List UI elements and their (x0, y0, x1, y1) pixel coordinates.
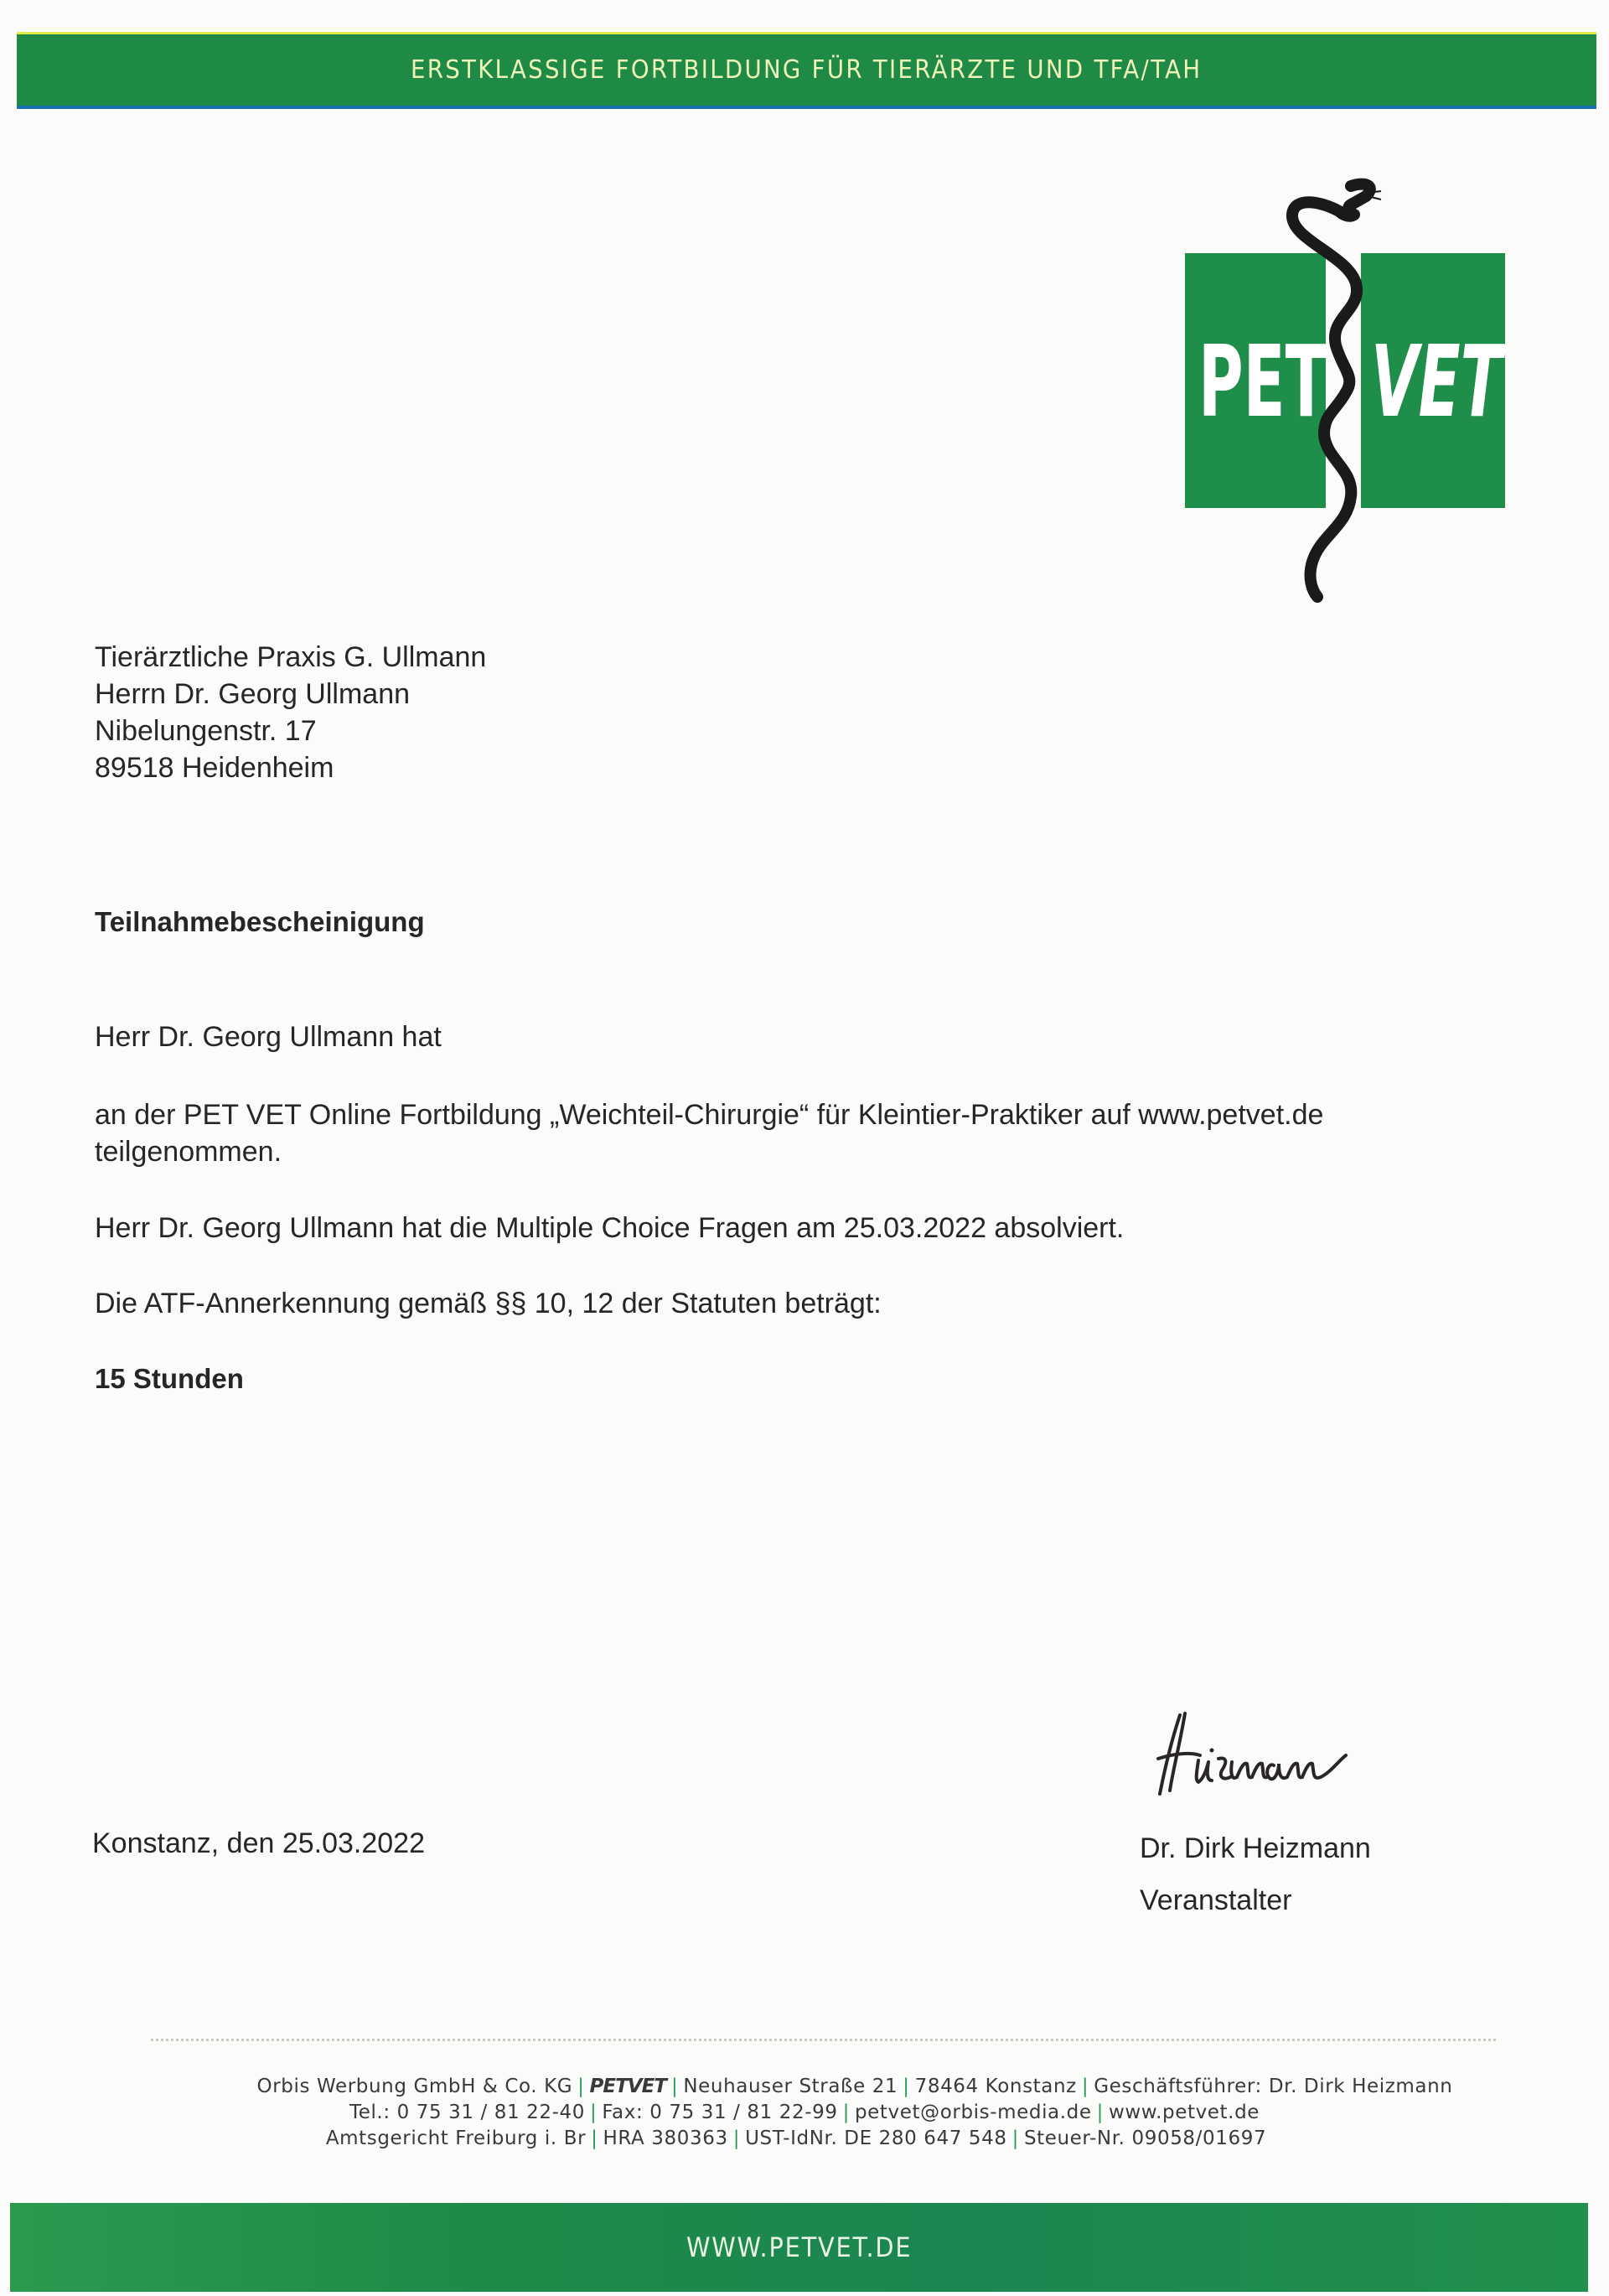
logo-word-vet: VET (1371, 324, 1503, 439)
signer-role: Veranstalter (1140, 1884, 1292, 1916)
document-title: Teilnahmebescheinigung (95, 906, 425, 937)
signature-icon (1148, 1710, 1366, 1802)
company-street: Neuhauser Straße 21 (683, 2076, 898, 2097)
footer-brand: PETVET (589, 2076, 667, 2097)
body-paragraph: Herr Dr. Georg Ullmann hat (95, 1021, 442, 1053)
tax-number: Steuer-Nr. 09058/01697 (1023, 2128, 1267, 2149)
company-name: Orbis Werbung GmbH & Co. KG (256, 2076, 573, 2097)
footer-website: WWW.PETVET.DE (686, 2231, 913, 2263)
logo-word-pet: PET (1198, 324, 1327, 439)
aesculapian-snake-icon (1156, 168, 1525, 604)
recipient-line: Tierärztliche Praxis G. Ullmann (95, 641, 487, 673)
recipient-address (95, 639, 486, 786)
company-phone: Tel.: 0 75 31 / 81 22-40 (349, 2102, 585, 2123)
course-line-continued: teilgenommen. (95, 1136, 282, 1168)
company-city: 78464 Konstanz (914, 2076, 1077, 2097)
credit-hours: 15 Stunden (95, 1363, 244, 1394)
footer-divider (151, 2039, 1496, 2041)
course-line: an der PET VET Online Fortbildung „Weichteil-Chirurgie“ für Kleintier-Praktiker auf www.petvet.de (95, 1099, 1324, 1131)
body-paragraph: Die ATF-Annerkennung gemäß §§ 10, 12 der Statuten beträgt: (95, 1288, 882, 1319)
recipient-line: Herrn Dr. Georg Ullmann (95, 678, 411, 710)
court-registry: Amtsgericht Freiburg i. Br (325, 2128, 587, 2149)
body-paragraph (95, 1096, 1323, 1170)
body-paragraph: Herr Dr. Georg Ullmann hat die Multiple Choice Fragen am 25.03.2022 absolviert. (95, 1212, 1125, 1244)
header-banner (17, 32, 1596, 109)
hra-number: HRA 380363 (603, 2128, 728, 2149)
recipient-line: 89518 Heidenheim (95, 752, 334, 784)
company-ceo: Geschäftsführer: Dr. Dirk Heizmann (1094, 2076, 1453, 2097)
petvet-logo (1156, 168, 1525, 604)
footer-line-registry: Amtsgericht Freiburg i. Br | HRA 380363 | UST-IdNr. DE 280 647 548 | Steuer-Nr. 09058/01697 (325, 2128, 1267, 2149)
footer-line-contact: Tel.: 0 75 31 / 81 22-40 | Fax: 0 75 31 / 81 22-99 | petvet@orbis-media.de | www.petvet.de (349, 2102, 1260, 2123)
place-and-date: Konstanz, den 25.03.2022 (92, 1827, 425, 1859)
footer-banner (10, 2203, 1588, 2292)
recipient-line: Nibelungenstr. 17 (95, 715, 317, 747)
company-website-link[interactable]: www.petvet.de (1108, 2102, 1260, 2123)
footer-line-company: Orbis Werbung GmbH & Co. KG | PETVET | Neuhauser Straße 21 | 78464 Konstanz | Geschäftsführer: Dr. Dirk Heizmann (256, 2076, 1453, 2097)
company-email-link[interactable]: petvet@orbis-media.de (854, 2102, 1092, 2123)
header-tagline: ERSTKLASSIGE FORTBILDUNG FÜR TIERÄRZTE UND TFA/TAH (411, 55, 1203, 85)
signer-name: Dr. Dirk Heizmann (1140, 1832, 1371, 1864)
vat-id: UST-IdNr. DE 280 647 548 (745, 2128, 1007, 2149)
company-fax: Fax: 0 75 31 / 81 22-99 (602, 2102, 838, 2123)
